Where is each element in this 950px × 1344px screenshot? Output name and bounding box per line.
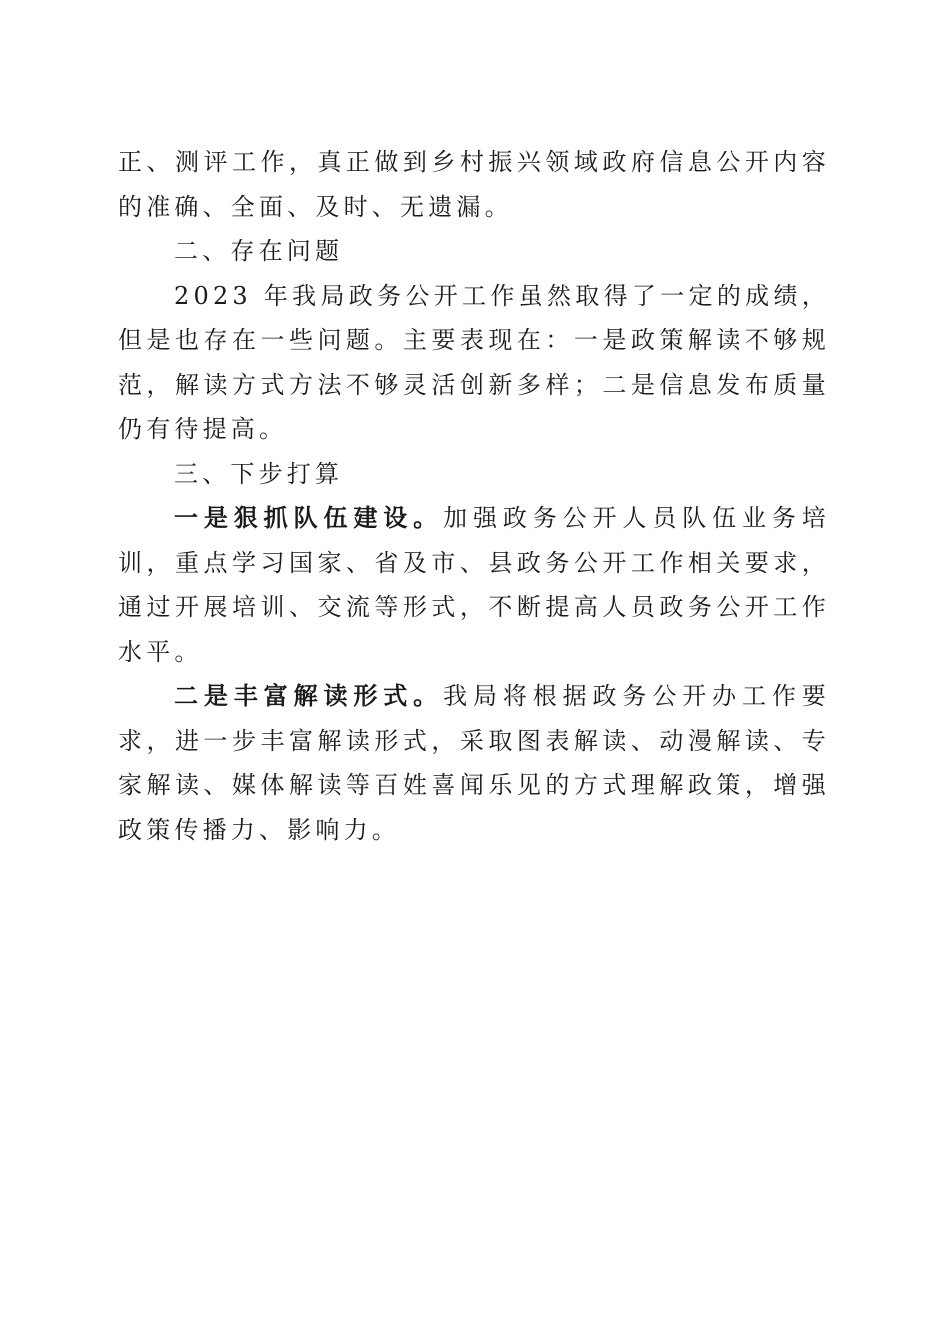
paragraph-intro-continuation: 正、测评工作，真正做到乡村振兴领域政府信息公开内容的准确、全面、及时、无遗漏。 (118, 148, 830, 221)
paragraph-problems: 2023 年我局政务公开工作虽然取得了一定的成绩，但是也存在一些问题。主要表现在：一是政策解读不够规范，解读方式方法不够灵活创新多样；二是信息发布质量仍有待提高。 (118, 281, 830, 443)
plan-2-body-text: 我局将根据政务公开办工作要求，进一步丰富解读形式，采取图表解读、动漫解读、专家解读、媒体解读等百姓喜闻乐见的方式理解政策，增强政策传播力、影响力。 (118, 682, 830, 844)
section-heading-next-steps: 三、下步打算 (174, 459, 344, 488)
section-heading-problems: 二、存在问题 (174, 237, 344, 265)
plan-1-body-text: 加强政务公开人员队伍业务培训，重点学习国家、省及市、县政务公开工作相关要求，通过开展培训、交流等形式，不断提高人员政务公开工作水平。 (118, 504, 830, 666)
paragraph-plan-team-building (118, 496, 830, 674)
paragraph-plan-interpretation (118, 674, 830, 852)
document-body (118, 140, 830, 852)
plan-1-lead-text: 一是狠抓队伍建设。 (174, 503, 444, 532)
plan-2-lead-text: 二是丰富解读形式。 (174, 681, 444, 710)
